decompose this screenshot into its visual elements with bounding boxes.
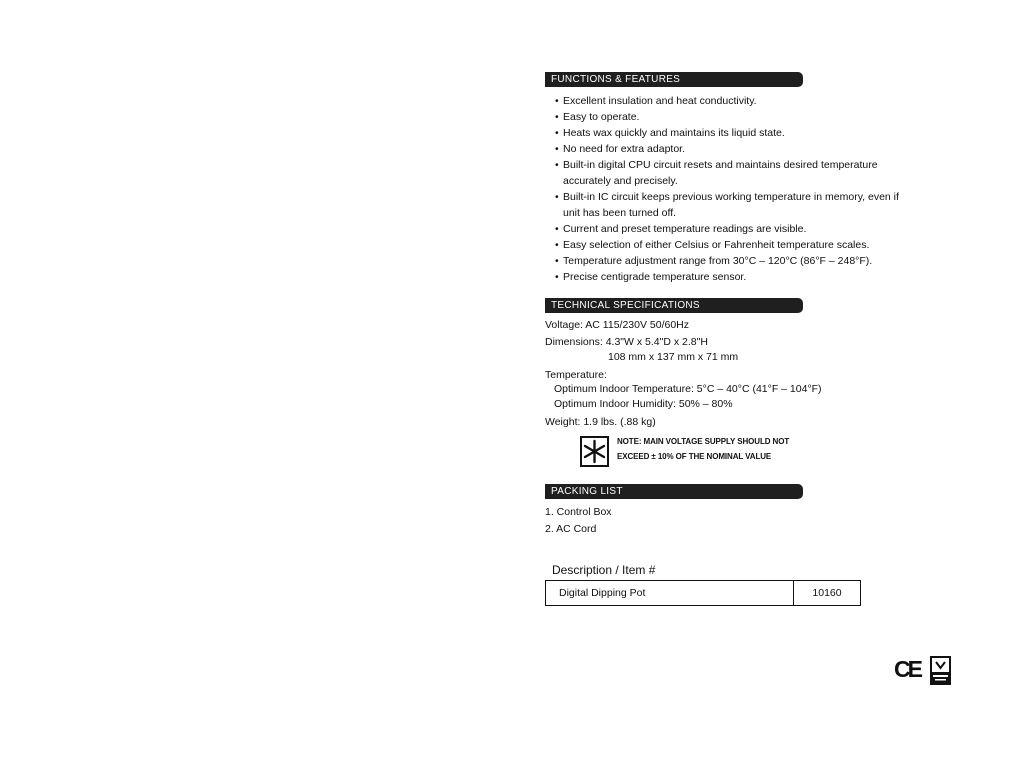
functions-header: FUNCTIONS & FEATURES <box>545 72 803 87</box>
specs-header: TECHNICAL SPECIFICATIONS <box>545 298 803 313</box>
feature-item: • Easy to operate. <box>555 109 900 125</box>
packing-header: PACKING LIST <box>545 484 803 499</box>
spec-temperature-label: Temperature: <box>545 369 607 381</box>
description-title: Description / Item # <box>552 563 656 577</box>
asterisk-icon <box>580 436 609 467</box>
ce-mark: CE <box>894 656 920 682</box>
feature-item: • Heats wax quickly and maintains its liquid state. <box>555 125 900 141</box>
feature-item: • Current and preset temperature readings are visible. <box>555 221 900 237</box>
feature-item: • Built-in IC circuit keeps previous working temperature in memory, even if unit has been turned off. <box>555 189 900 221</box>
item-name: Digital Dipping Pot <box>559 587 646 599</box>
spec-indoor-humidity: Optimum Indoor Humidity: 50% – 80% <box>554 398 733 410</box>
item-table <box>545 580 861 606</box>
spec-weight: Weight: 1.9 lbs. (.88 kg) <box>545 416 656 428</box>
packing-item: 1. Control Box <box>545 506 612 518</box>
feature-item: • Excellent insulation and heat conductivity. <box>555 93 900 109</box>
spec-voltage: Voltage: AC 115/230V 50/60Hz <box>545 319 689 331</box>
packing-item: 2. AC Cord <box>545 523 597 535</box>
voltage-note-line1: NOTE: MAIN VOLTAGE SUPPLY SHOULD NOT <box>617 437 790 446</box>
feature-item: • No need for extra adaptor. <box>555 141 900 157</box>
feature-item: • Built-in digital CPU circuit resets and maintains desired temperature accurately and precisely. <box>555 157 900 189</box>
feature-item: • Temperature adjustment range from 30°C – 120°C (86°F – 248°F). <box>555 253 900 269</box>
item-number: 10160 <box>812 587 842 599</box>
features-list <box>555 93 900 285</box>
voltage-note-line2: EXCEED ± 10% OF THE NOMINAL VALUE <box>617 452 772 461</box>
feature-item: • Precise centigrade temperature sensor. <box>555 269 900 285</box>
spec-dimensions-imperial: Dimensions: 4.3"W x 5.4"D x 2.8"H <box>545 336 708 348</box>
certification-mark-icon <box>930 656 951 685</box>
spec-dimensions-metric: 108 mm x 137 mm x 71 mm <box>608 351 739 363</box>
spec-indoor-temperature: Optimum Indoor Temperature: 5°C – 40°C (41°F – 104°F) <box>554 383 822 395</box>
feature-item: • Easy selection of either Celsius or Fahrenheit temperature scales. <box>555 237 900 253</box>
